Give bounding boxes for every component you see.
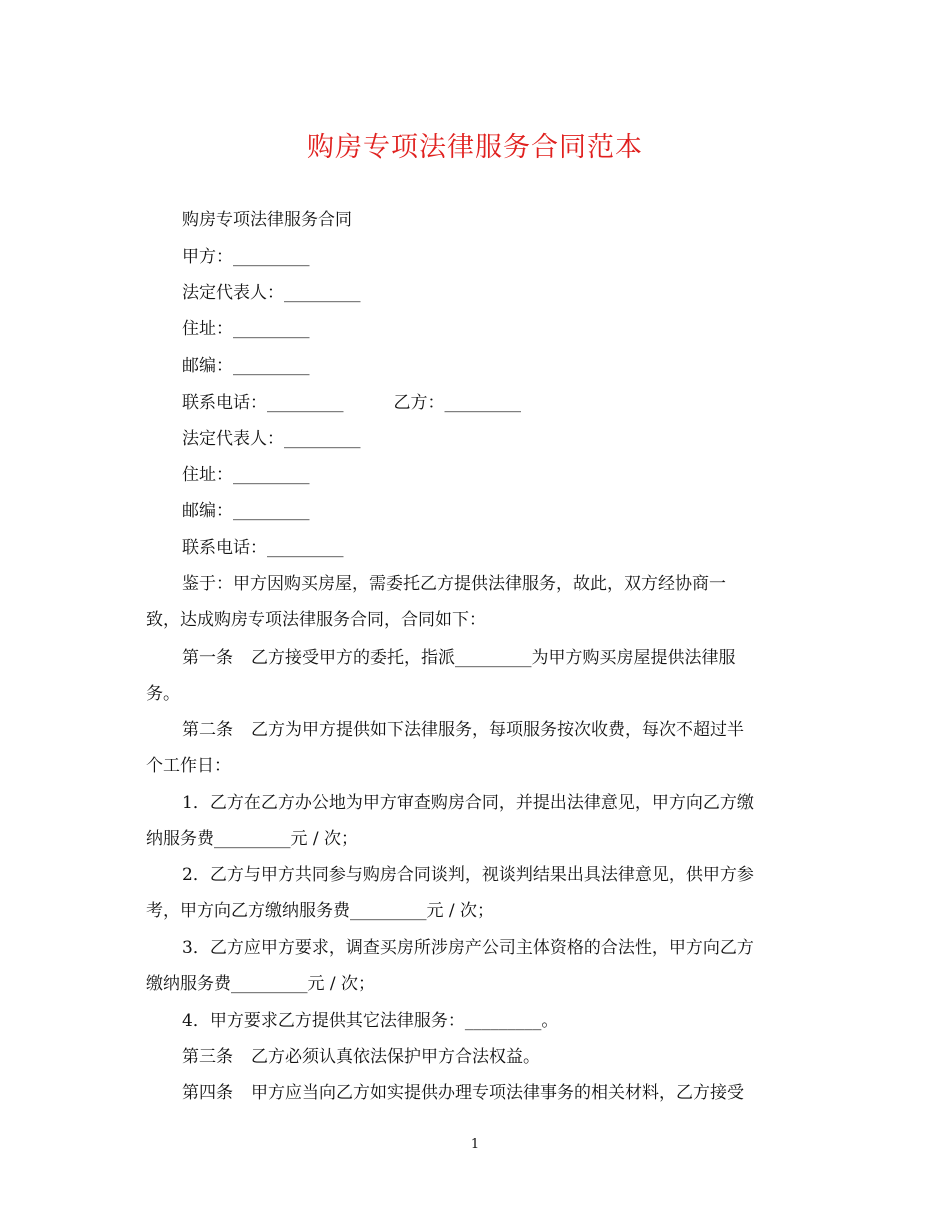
service-item-1-line-1: 1．乙方在乙方办公地为甲方审查购房合同，并提出法律意见，甲方向乙方缴: [182, 793, 754, 813]
contract-name: 购房专项法律服务合同: [182, 210, 352, 230]
service-item-2-line-1: 2．乙方与甲方共同参与购房合同谈判，视谈判结果出具法律意见，供甲方参: [182, 865, 754, 885]
party-b-address-field: 住址：_________: [182, 465, 310, 485]
page-number: 1: [470, 1137, 480, 1152]
article-4-text: 甲方应当向乙方如实提供办理专项法律事务的相关材料，乙方接受: [251, 1083, 744, 1103]
article-3-text: 乙方必须认真依法保护甲方合法权益。: [251, 1047, 540, 1067]
service-item-1-line-2: 纳服务费_________元 / 次；: [146, 829, 359, 849]
preamble-line-2: 致，达成购房专项法律服务合同，合同如下：: [146, 610, 486, 630]
party-a-phone-row: [182, 390, 850, 416]
article-4-line: [182, 1080, 850, 1106]
article-4-heading: 第四条: [182, 1083, 233, 1103]
article-2-line-2: 个工作日：: [146, 756, 231, 776]
article-3-heading: 第三条: [182, 1047, 233, 1067]
service-item-4: 4．甲方要求乙方提供其它法律服务：_________。: [182, 1011, 559, 1031]
article-1-heading: 第一条: [182, 648, 233, 668]
service-item-2-line-2: 考，甲方向乙方缴纳服务费_________元 / 次；: [146, 901, 495, 921]
article-2-heading: 第二条: [182, 720, 233, 740]
article-1-text: 乙方接受甲方的委托，指派_________为甲方购买房屋提供法律服: [251, 648, 736, 668]
party-a-address-field: 住址：_________: [182, 319, 310, 339]
article-1-line-1: [182, 645, 850, 671]
article-2-line-1: [182, 717, 850, 743]
document-title: 购房专项法律服务合同范本: [307, 132, 643, 163]
party-a-postcode-field: 邮编：_________: [182, 356, 310, 376]
party-b-phone-field: 联系电话：_________: [182, 538, 344, 558]
party-a-field: 甲方：_________: [182, 247, 310, 267]
party-b-postcode-field: 邮编：_________: [182, 501, 310, 521]
article-2-text: 乙方为甲方提供如下法律服务，每项服务按次收费，每次不超过半: [251, 720, 744, 740]
service-item-3-line-2: 缴纳服务费_________元 / 次；: [146, 974, 376, 994]
party-b-representative-field: 法定代表人：_________: [182, 429, 361, 449]
service-item-3-line-1: 3．乙方应甲方要求，调查买房所涉房产公司主体资格的合法性，甲方向乙方: [182, 938, 754, 958]
party-a-phone-field: 联系电话：_________: [182, 393, 344, 413]
preamble-line-1: 鉴于：甲方因购买房屋，需委托乙方提供法律服务，故此，双方经协商一: [182, 574, 726, 594]
party-a-representative-field: 法定代表人：_________: [182, 283, 361, 303]
article-1-line-2: 务。: [146, 684, 180, 704]
party-b-field: 乙方：_________: [393, 393, 521, 413]
article-3-line: [182, 1044, 850, 1070]
